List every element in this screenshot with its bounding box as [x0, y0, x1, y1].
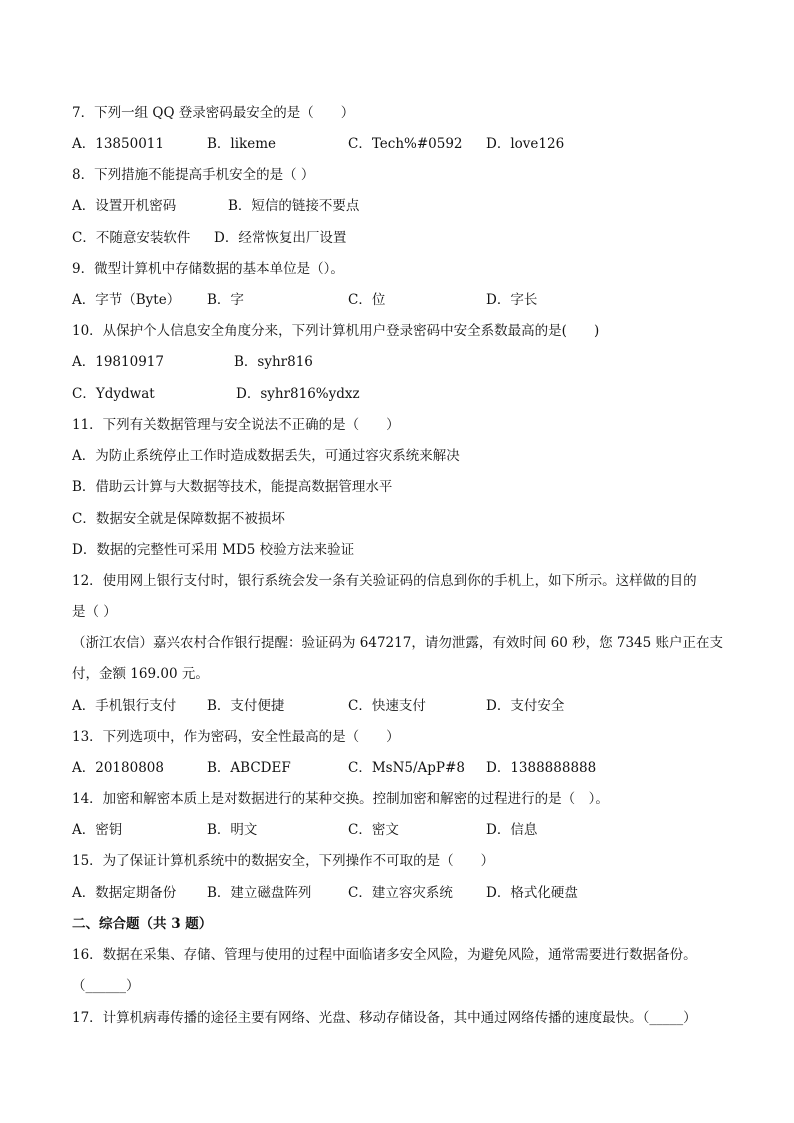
- option-d: D．字长: [486, 292, 538, 308]
- question-13-stem: 13．下列选项中，作为密码，安全性最高的是（ ）: [72, 729, 400, 745]
- question-10-options-row1: [72, 353, 672, 371]
- question-12-message-line2: 付，金额 169.00 元。: [72, 666, 209, 682]
- question-12-stem-line2: 是（ ）: [72, 604, 117, 620]
- option-c: C．Tech%#0592: [348, 136, 463, 152]
- question-15-options: [72, 884, 672, 902]
- option-a: A．13850011: [72, 136, 164, 152]
- option-c: C．MsN5/ApP#8: [348, 760, 465, 776]
- question-17-stem: 17．计算机病毒传播的途径主要有网络、光盘、移动存储设备，其中通过网络传播的速度最快。（_____）: [72, 1010, 697, 1026]
- option-c: C．不随意安装软件: [72, 230, 191, 246]
- question-12-options: [72, 697, 672, 715]
- question-11-option-a: A．为防止系统停止工作时造成数据丢失，可通过容灾系统来解决: [72, 448, 460, 464]
- option-d: D．love126: [486, 136, 565, 152]
- question-10-stem: 10．从保护个人信息安全角度分来，下列计算机用户登录密码中安全系数最高的是( ): [72, 323, 600, 339]
- question-8-stem: 8．下列措施不能提高手机安全的是（ ）: [72, 167, 315, 183]
- question-12-stem-line1: 12．使用网上银行支付时，银行系统会发一条有关验证码的信息到你的手机上，如下所示。这样做的目的: [72, 573, 697, 589]
- option-a: A．20180808: [72, 760, 164, 776]
- option-d: D．支付安全: [486, 698, 565, 714]
- option-c: C．密文: [348, 822, 399, 838]
- question-15-stem: 15．为了保证计算机系统中的数据安全，下列操作不可取的是（ ）: [72, 853, 495, 869]
- option-b: B．likeme: [207, 136, 277, 152]
- option-b: B．支付便捷: [207, 698, 285, 714]
- section-heading: 二、综合题（共 3 题）: [72, 916, 213, 932]
- question-8-options-row2: [72, 229, 672, 247]
- option-b: B．明文: [207, 822, 258, 838]
- option-a: A．数据定期备份: [72, 885, 177, 901]
- question-14-options: [72, 821, 672, 839]
- option-c: C．位: [348, 292, 386, 308]
- option-d: D．信息: [486, 822, 538, 838]
- option-d: D．经常恢复出厂设置: [214, 230, 347, 246]
- option-a: A．手机银行支付: [72, 698, 177, 714]
- option-a: A．密钥: [72, 822, 123, 838]
- option-c: C．建立容灾系统: [348, 885, 453, 901]
- question-10-options-row2: [72, 385, 672, 403]
- question-16-answer-blank: （______）: [72, 978, 140, 994]
- question-14-stem: 14．加密和解密本质上是对数据进行的某种交换。控制加密和解密的过程进行的是（ ）。: [72, 791, 609, 807]
- option-b: B．字: [207, 292, 244, 308]
- option-a: A．19810917: [72, 354, 164, 370]
- question-12-message-line1: （浙江农信）嘉兴农村合作银行提醒：验证码为 647217，请勿泄露，有效时间 60 秒，您 7345 账户正在支: [72, 635, 724, 651]
- option-c: C．Ydydwat: [72, 386, 155, 402]
- option-a: A．设置开机密码: [72, 198, 177, 214]
- option-b: B．建立磁盘阵列: [207, 885, 312, 901]
- question-11-option-b: B．借助云计算与大数据等技术，能提高数据管理水平: [72, 479, 393, 495]
- option-b: B．ABCDEF: [207, 760, 291, 776]
- option-d: D．格式化硬盘: [486, 885, 578, 901]
- option-a: A．字节（Byte）: [72, 292, 181, 308]
- question-7-stem: 7．下列一组 QQ 登录密码最安全的是（ ）: [72, 105, 355, 121]
- option-d: D．syhr816%ydxz: [236, 386, 360, 402]
- question-11-option-c: C．数据安全就是保障数据不被损坏: [72, 511, 285, 527]
- question-8-options-row1: [72, 197, 672, 215]
- question-11-option-d: D．数据的完整性可采用 MD5 校验方法来验证: [72, 542, 355, 558]
- option-d: D．1388888888: [486, 760, 597, 776]
- question-7-options: [72, 135, 672, 153]
- option-b: B．syhr816: [234, 354, 313, 370]
- question-9-options: [72, 291, 672, 309]
- option-c: C．快速支付: [348, 698, 426, 714]
- question-9-stem: 9．微型计算机中存储数据的基本单位是（）。: [72, 261, 344, 277]
- option-b: B．短信的链接不要点: [228, 198, 360, 214]
- question-16-stem-line1: 16．数据在采集、存储、管理与使用的过程中面临诸多安全风险，为避免风险，通常需要进行数据备份。: [72, 947, 697, 963]
- question-13-options: [72, 759, 672, 777]
- question-11-stem: 11．下列有关数据管理与安全说法不正确的是（ ）: [72, 417, 400, 433]
